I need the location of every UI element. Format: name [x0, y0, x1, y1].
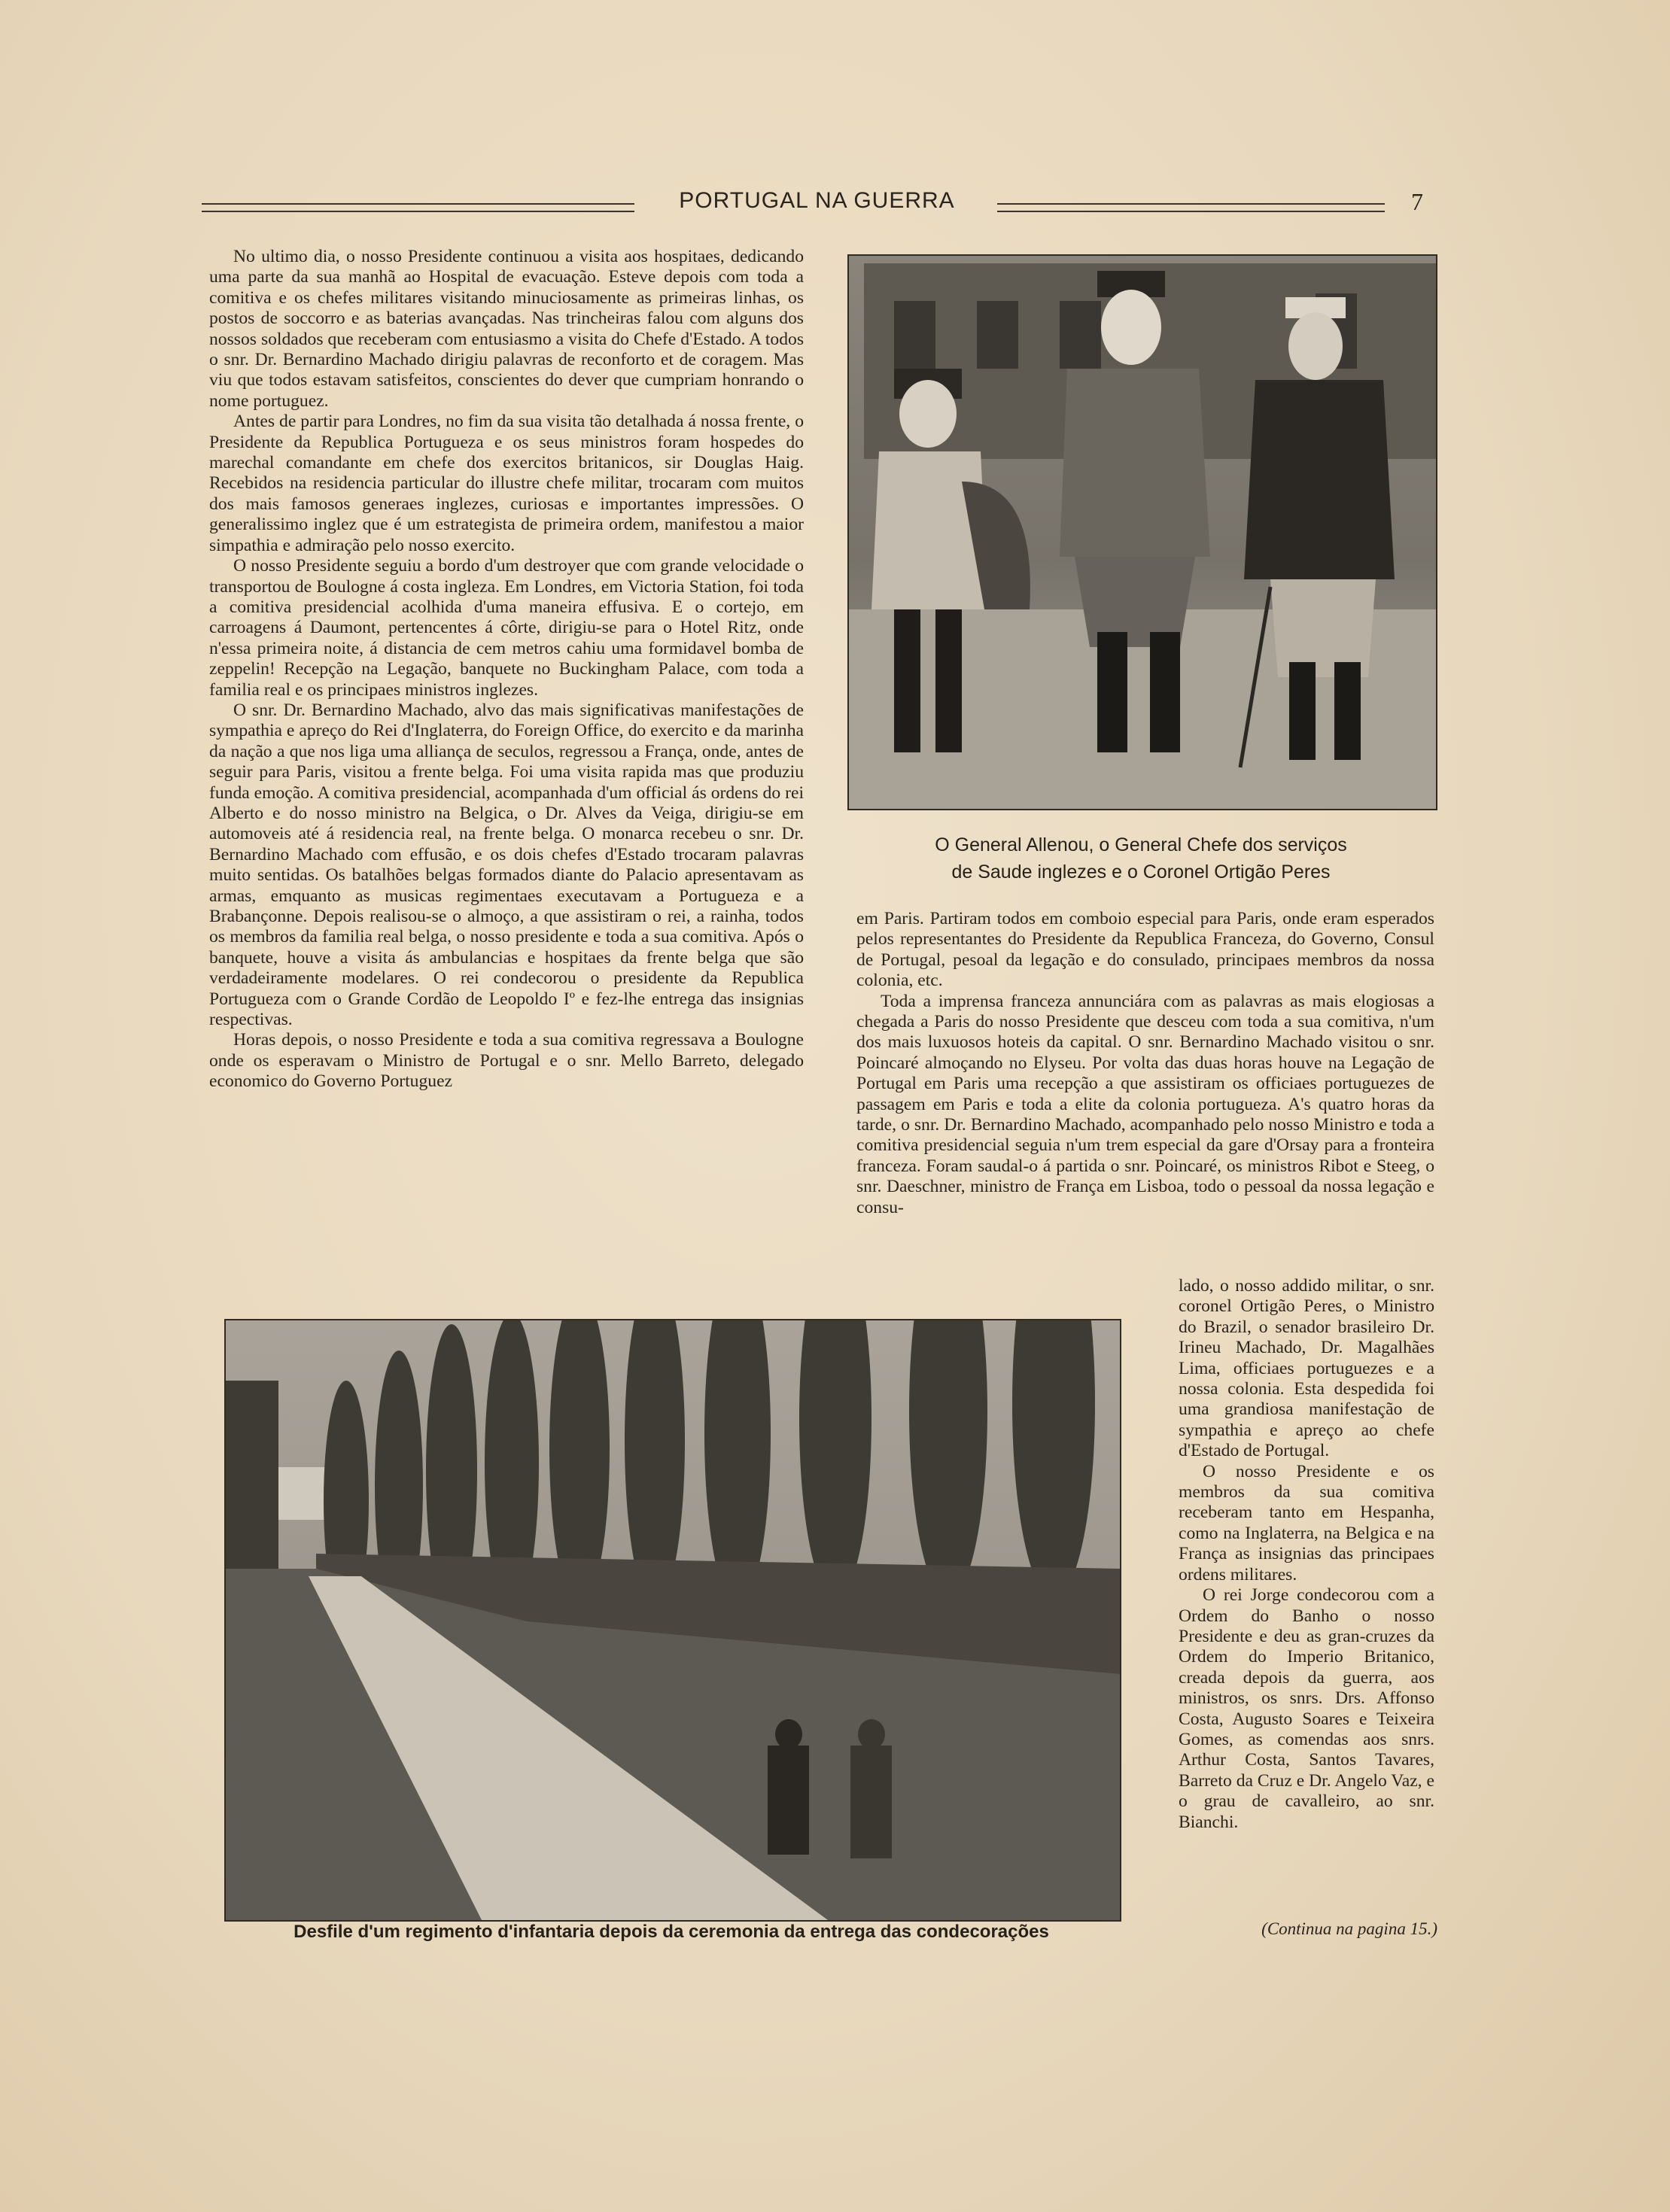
page-number: 7 — [1411, 188, 1423, 215]
photo-three-officers — [847, 254, 1437, 810]
caption-line: O General Allenou, o General Chefe dos serviços — [935, 834, 1347, 855]
photo-infantry-parade — [224, 1319, 1121, 1922]
paragraph: O nosso Presidente seguiu a bordo d'um destroyer que com grande velocidade o transportou de Boulogne á costa ingleza. Em Londres, em Victoria Station, foi toda a comitiva presidencial acolhida d'uma maneira effusiva. E o cortejo, em carroagens á Daumont, pertencentes á côrte, dirigiu-se para o Hotel Ritz, onde n'essa primeira noite, á distancia de cem metros cahiu uma formidavel bomba de zeppelin! Recepção na Legação, banquete no Buckingham Palace, com toda a familia real e os principaes ministros inglezes. — [209, 556, 804, 700]
paragraph: lado, o nosso addido militar, o snr. coronel Ortigão Peres, o Ministro do Brazil, o senador brasileiro Dr. Irineu Machado, Dr. Magalhães Lima, officiaes portuguezes e a nossa colonia. Esta despedida foi uma grandiosa manifestação de sympathia e apreço ao chefe d'Estado de Portugal. — [1179, 1276, 1434, 1461]
paragraph: Horas depois, o nosso Presidente e toda a sua comitiva regressava a Boulogne onde os esperavam o Ministro de Portugal e o snr. Mello Barreto, delegado economico do Governo Portuguez — [209, 1030, 804, 1092]
photo-caption-officers — [847, 831, 1434, 886]
article-column-1 — [209, 247, 804, 1092]
header-rule-right — [997, 203, 1385, 212]
paragraph: No ultimo dia, o nosso Presidente continuou a visita aos hospitaes, dedicando uma parte da sua manhã ao Hospital de evacuação. Esteve depois com toda a comitiva e os chefes militares visitando minuciosamente as primeiras linhas, os postos de soccorro e as baterias avançadas. Nas trincheiras falou com alguns dos nossos soldados que receberam com entusiasmo a visita do Chefe d'Estado. A todos o snr. Dr. Bernardino Machado dirigiu palavras de reconforto et de coragem. Mas viu que todos estavam satisfeitos, conscientes do dever que cumpriam honrando o nome portuguez. — [209, 247, 804, 411]
paragraph: em Paris. Partiram todos em comboio especial para Paris, onde eram esperados pelos representantes do Presidente da Republica Franceza, do Governo, Consul de Portugal, pesoal da legação e do consulado, principaes membros da nossa colonia, etc. — [856, 909, 1434, 991]
paragraph: Antes de partir para Londres, no fim da sua visita tão detalhada á nossa frente, o Presidente da Republica Portugueza e os seus ministros foram hospedes do marechal comandante em chefe dos exercitos britanicos, sir Douglas Haig. Recebidos na residencia particular do illustre chefe militar, trocaram com muitos dos mais famosos generaes inglezes, curiosas e importantes impressões. O generalissimo inglez que é um estrategista de primeira ordem, manifestou a maior simpathia e admiração pelo nosso exercito. — [209, 412, 804, 555]
article-column-2 — [856, 909, 1434, 1218]
paragraph: O snr. Dr. Bernardino Machado, alvo das mais significativas manifestações de sympathia e apreço do Rei d'Inglaterra, do Foreign Office, do exercito e da marinha da nação a que nos liga uma alliança de seculos, regressou a França, onde, antes de seguir para Paris, visitou a frente belga. Foi uma visita rapida mas que produziu funda emoção. A comitiva presidencial, acompanhada d'um official ás ordens do rei Alberto e do nosso ministro na Belgica, o Dr. Alves da Veiga, dirigiu-se em automoveis até á residencia real, na frente belga. O monarca recebeu o snr. Dr. Bernardino Machado com effusão, e os dois chefes d'Estado trocaram palavras muito sentidas. Os batalhões belgas formados diante do Palacio apresentavam as armas, emquanto as musicas regimentaes executavam a Portugueza e a Brabançonne. Depois realisou-se o almoço, a que assistiram o rei, a rainha, todos os membros da familia real belga, o nosso presidente e toda a sua comitiva. Após o banquete, houve a visita ás ambulancias e hospitaes da frente belga que são verdadeiramente modelares. O rei condecorou o presidente da Republica Portugueza com o Grande Cordão de Leopoldo Iº e fez-lhe entrega das insignias respectivas. — [209, 700, 804, 1030]
article-column-3 — [1179, 1276, 1434, 1833]
photo-caption-parade: Desfile d'um regimento d'infantaria depois da ceremonia da entrega das condecorações — [294, 1922, 1049, 1942]
paragraph: Toda a imprensa franceza annunciára com as palavras as mais elogiosas a chegada a Paris do nosso Presidente que desceu com toda a sua comitiva, n'um dos mais luxuosos hoteis da capital. O snr. Bernardino Machado visitou o snr. Poincaré almoçando no Elyseu. Por volta das duas horas houve na Legação de Portugal em Paris uma recepção a que assistiram os officiaes portuguezes de passagem em Paris e toda a elite da colonia portugueza. A's quatro horas da tarde, o snr. Dr. Bernardino Machado, acompanhado pelo nosso Ministro e toda a comitiva presidencial seguia n'um trem especial da gare d'Orsay para a fronteira franceza. Foram saudal-o á partida o snr. Poincaré, os ministros Ribot e Steeg, o snr. Daeschner, ministro de França em Lisboa, todo o pessoal da nossa legação e consu- — [856, 991, 1434, 1217]
caption-line: de Saude inglezes e o Coronel Ortigão Peres — [951, 861, 1331, 883]
header-rule-left — [202, 203, 634, 212]
paragraph: O rei Jorge condecorou com a Ordem do Banho o nosso Presidente e deu as gran-cruzes da Ordem do Imperio Britanico, creada depois da guerra, aos ministros, os snrs. Drs. Affonso Costa, Augusto Soares e Teixeira Gomes, as comendas aos snrs. Arthur Costa, Santos Tavares, Barreto da Cruz e Dr. Angelo Vaz, e o grau de cavalleiro, ao snr. Bianchi. — [1179, 1585, 1434, 1832]
photo-parade-image — [226, 1320, 1120, 1920]
paragraph: O nosso Presidente e os membros da sua comitiva receberam tanto em Hespanha, como na Inglaterra, na Belgica e na França as insignias das principaes ordens militares. — [1179, 1461, 1434, 1585]
page-header — [202, 188, 1436, 221]
running-title: PORTUGAL NA GUERRA — [679, 188, 955, 213]
continuation-note: (Continua na pagina 15.) — [1261, 1919, 1437, 1938]
photo-officers-image — [849, 256, 1436, 809]
